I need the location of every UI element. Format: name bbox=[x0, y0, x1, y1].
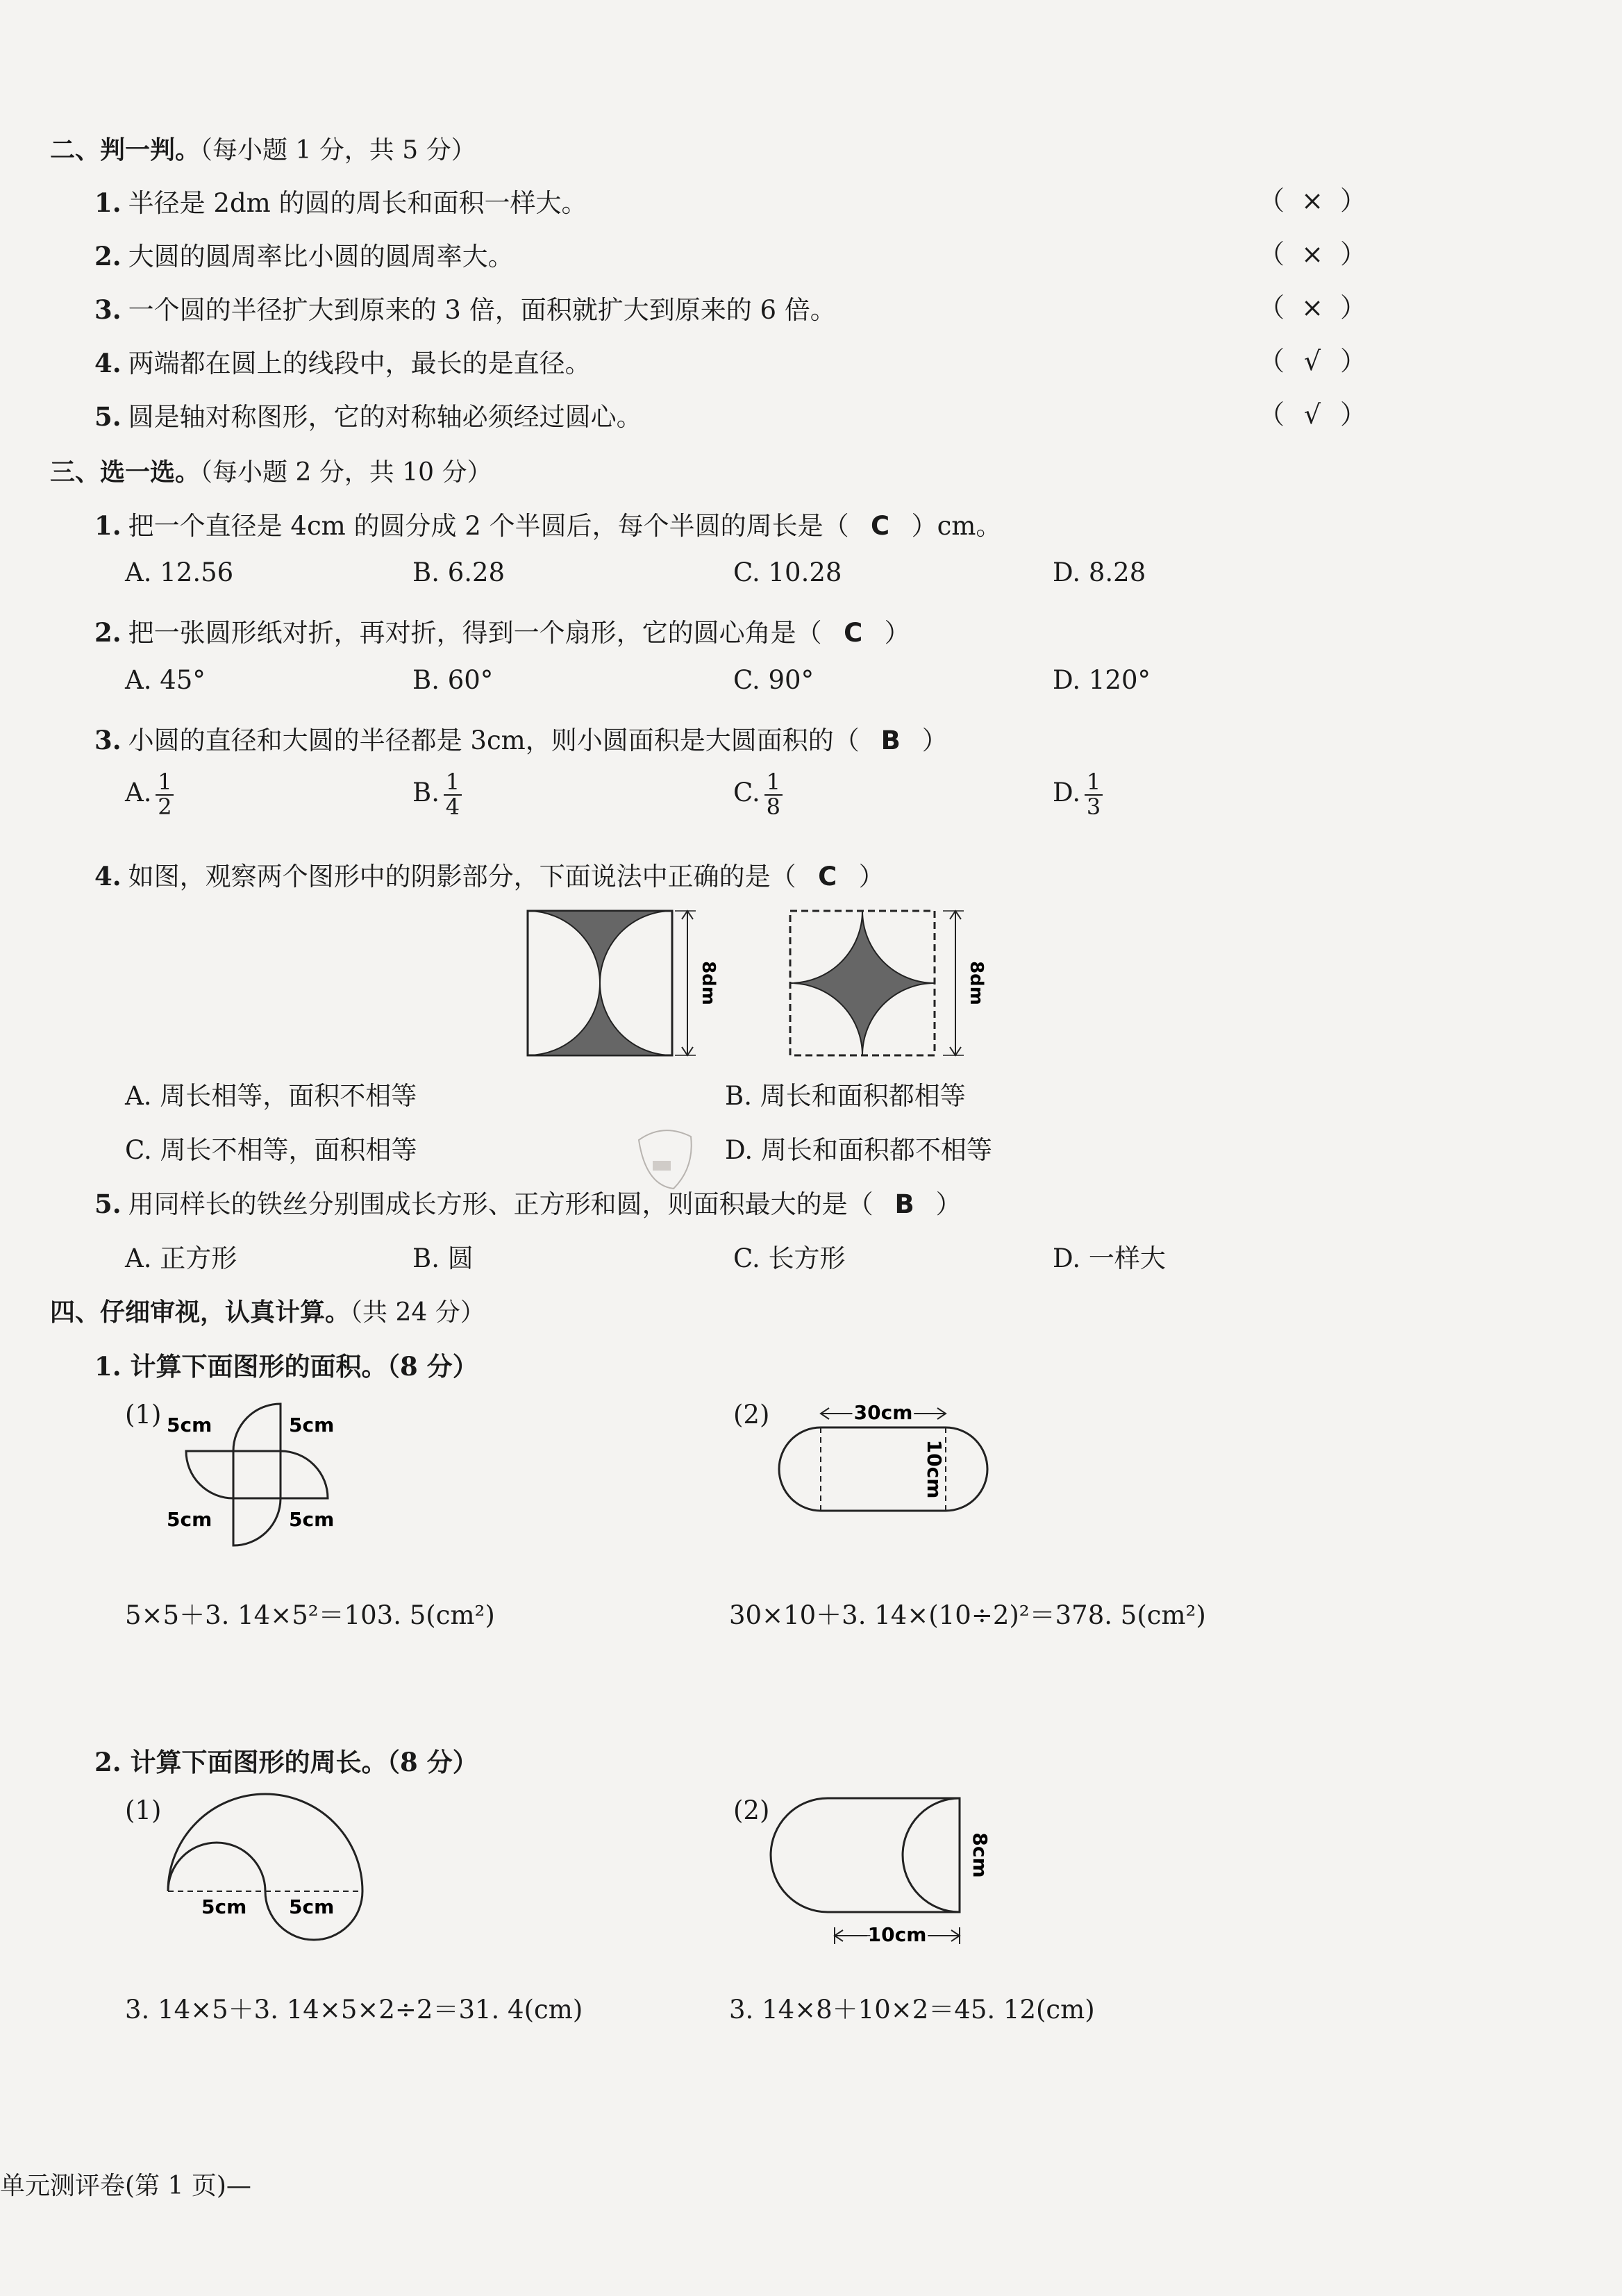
section-judge-note: （每小题 1 分，共 5 分） bbox=[200, 136, 476, 165]
judge-answer-4 bbox=[1258, 340, 1366, 378]
item-text: 圆是轴对称图形，它的对称轴必须经过圆心。 bbox=[128, 402, 642, 432]
shaded-region bbox=[528, 911, 672, 1055]
option-label: B. bbox=[412, 778, 440, 808]
paren-open: （ bbox=[1258, 346, 1285, 376]
question-tail: ）cm。 bbox=[911, 511, 1002, 541]
paren-open: （ bbox=[1258, 185, 1285, 216]
q1-option-d: D. 8.28 bbox=[1053, 558, 1146, 587]
section-judge-heading: 二、判一判。 bbox=[50, 135, 201, 165]
answer-letter: C bbox=[844, 618, 863, 648]
q3-option-a bbox=[125, 771, 174, 819]
choose-question-1 bbox=[94, 505, 1001, 542]
spiral-figure bbox=[160, 1777, 382, 1944]
question-text: 小圆的直径和大圆的半径都是 3cm，则小圆面积是大圆面积的（ bbox=[128, 726, 860, 755]
question-text: 用同样长的铁丝分别围成长方形、正方形和圆，则面积最大的是（ bbox=[128, 1189, 873, 1219]
q3-option-c bbox=[733, 771, 783, 819]
question-tail: ） bbox=[935, 1189, 962, 1219]
q4-option-c: C. 周长不相等，面积相等 bbox=[125, 1135, 417, 1165]
perimeter-p1-label: (1) bbox=[125, 1795, 162, 1825]
page-footer: 单元测评卷(第 1 页)— bbox=[0, 2172, 251, 2200]
q2-option-c: C. 90° bbox=[733, 665, 814, 695]
paren-close: ） bbox=[1340, 292, 1367, 323]
stamp-outline bbox=[639, 1130, 692, 1189]
paren-open: （ bbox=[1258, 399, 1285, 430]
question-number: 4. bbox=[94, 861, 122, 891]
item-number: 4. bbox=[94, 348, 122, 378]
dim-label-left: 5cm bbox=[201, 1895, 247, 1918]
q1-option-b: B. 6.28 bbox=[412, 558, 505, 587]
judge-item-5 bbox=[94, 396, 642, 433]
fraction bbox=[156, 771, 174, 819]
choose-question-4 bbox=[94, 855, 885, 893]
judge-answer-2 bbox=[1258, 233, 1366, 271]
item-text: 一个圆的半径扩大到原来的 3 倍，面积就扩大到原来的 6 倍。 bbox=[128, 295, 836, 325]
q2-option-b: B. 60° bbox=[412, 665, 494, 695]
stadium-figure bbox=[764, 1396, 1014, 1534]
paren-close: ） bbox=[1340, 346, 1367, 376]
question-text: 把一张圆形纸对折，再对折，得到一个扇形，它的圆心角是（ bbox=[128, 618, 822, 648]
choose-question-2 bbox=[94, 612, 910, 649]
q3-option-b bbox=[412, 771, 462, 819]
area-p1-solution: 5×5＋3. 14×5²＝103. 5(cm²) bbox=[125, 1600, 495, 1630]
quarter-circle-right bbox=[281, 1451, 328, 1498]
answer-mark: √ bbox=[1303, 346, 1321, 376]
fraction bbox=[1085, 771, 1103, 819]
answer-letter: C bbox=[871, 511, 890, 541]
numerator: 1 bbox=[445, 769, 460, 795]
q4-figure-right bbox=[783, 903, 992, 1069]
q2-option-d: D. 120° bbox=[1053, 665, 1151, 695]
option-label: A. bbox=[125, 778, 152, 808]
q4-figure-left bbox=[521, 903, 729, 1069]
paren-close: ） bbox=[1340, 239, 1367, 269]
stadium-outline bbox=[779, 1427, 987, 1511]
judge-item-2 bbox=[94, 235, 514, 273]
area-p2-solution: 30×10＋3. 14×(10÷2)²＝378. 5(cm²) bbox=[729, 1600, 1206, 1630]
item-text: 两端都在圆上的线段中，最长的是直径。 bbox=[128, 349, 591, 378]
question-text: 把一个直径是 4cm 的圆分成 2 个半圆后，每个半圆的周长是（ bbox=[128, 511, 849, 541]
q5-option-c: C. 长方形 bbox=[733, 1243, 846, 1273]
judge-answer-3 bbox=[1258, 286, 1366, 324]
question-tail: ） bbox=[884, 618, 910, 648]
stamp-block bbox=[653, 1161, 671, 1171]
quarter-circle-bottom bbox=[233, 1498, 281, 1545]
q4-option-d: D. 周长和面积都不相等 bbox=[725, 1135, 992, 1165]
item-number: 5. bbox=[94, 401, 122, 432]
answer-letter: C bbox=[818, 862, 837, 891]
q5-option-b: B. 圆 bbox=[412, 1243, 474, 1273]
question-number: 3. bbox=[94, 725, 122, 755]
q5-option-a: A. 正方形 bbox=[125, 1243, 237, 1273]
question-number: 2. bbox=[94, 617, 122, 648]
q4-option-a: A. 周长相等，面积不相等 bbox=[125, 1081, 417, 1111]
option-label: C. bbox=[733, 778, 760, 808]
judge-answer-5 bbox=[1258, 393, 1366, 431]
denominator: 4 bbox=[445, 793, 460, 820]
item-text: 半径是 2dm 的圆的周长和面积一样大。 bbox=[128, 188, 587, 218]
denominator: 2 bbox=[158, 793, 172, 820]
answer-mark: × bbox=[1301, 185, 1323, 216]
width-label: 30cm bbox=[853, 1401, 913, 1424]
area-subtitle: 1. 计算下面图形的面积。（8 分） bbox=[94, 1351, 478, 1382]
item-number: 1. bbox=[94, 187, 122, 218]
judge-answer-1 bbox=[1258, 179, 1366, 217]
q1-option-a: A. 12.56 bbox=[125, 558, 234, 587]
perimeter-p2-label: (2) bbox=[733, 1795, 770, 1825]
choose-question-5 bbox=[94, 1183, 962, 1221]
question-number: 1. bbox=[94, 510, 122, 541]
fraction bbox=[444, 771, 462, 819]
paren-open: （ bbox=[1258, 239, 1285, 269]
dim-label-bottom-right: 5cm bbox=[289, 1508, 335, 1531]
q1-option-c: C. 10.28 bbox=[733, 558, 842, 587]
question-number: 5. bbox=[94, 1189, 122, 1219]
pinwheel-figure bbox=[164, 1396, 372, 1555]
q2-option-a: A. 45° bbox=[125, 665, 206, 695]
answer-mark: √ bbox=[1303, 399, 1321, 430]
section-judge-title bbox=[50, 131, 476, 166]
answer-letter: B bbox=[894, 1189, 914, 1219]
quarter-circle-top bbox=[233, 1404, 281, 1451]
paren-close: ） bbox=[1340, 399, 1367, 430]
dim-label-bottom-left: 5cm bbox=[167, 1508, 212, 1531]
dim-label-top-left: 5cm bbox=[167, 1414, 212, 1436]
numerator: 1 bbox=[158, 769, 172, 795]
q3-option-d bbox=[1053, 771, 1103, 819]
answer-letter: B bbox=[880, 726, 901, 755]
judge-item-4 bbox=[94, 342, 591, 380]
numerator: 1 bbox=[766, 769, 780, 795]
answer-mark: × bbox=[1301, 292, 1323, 323]
area-p1-label: (1) bbox=[125, 1400, 162, 1430]
quarter-circle-left bbox=[186, 1451, 233, 1498]
arched-figure bbox=[764, 1791, 1014, 1958]
denominator: 3 bbox=[1086, 793, 1101, 820]
area-p2-label: (2) bbox=[733, 1400, 770, 1430]
dim-label-top-right: 5cm bbox=[289, 1414, 335, 1436]
paren-close: ） bbox=[1340, 185, 1367, 216]
outer-outline bbox=[771, 1798, 960, 1912]
dim-label-right: 5cm bbox=[289, 1895, 335, 1918]
upper-small-semicircle bbox=[168, 1843, 265, 1891]
judge-item-1 bbox=[94, 182, 587, 219]
item-number: 3. bbox=[94, 294, 122, 325]
center-square bbox=[233, 1451, 281, 1498]
question-text: 如图，观察两个图形中的阴影部分，下面说法中正确的是（ bbox=[128, 862, 796, 891]
item-text: 大圆的圆周率比小圆的圆周率大。 bbox=[128, 242, 514, 271]
shaded-star bbox=[790, 911, 935, 1055]
section-calc-note: （共 24 分） bbox=[350, 1298, 485, 1327]
fraction bbox=[764, 771, 783, 819]
section-choose-heading: 三、选一选。 bbox=[50, 458, 201, 487]
judge-item-3 bbox=[94, 289, 836, 326]
height-label: 10cm bbox=[923, 1439, 946, 1499]
perimeter-p1-solution: 3. 14×5＋3. 14×5×2÷2＝31. 4(cm) bbox=[125, 1995, 583, 2025]
large-semicircle bbox=[168, 1794, 362, 1891]
width-label: 10cm bbox=[867, 1923, 927, 1946]
section-choose-note: （每小题 2 分，共 10 分） bbox=[200, 458, 492, 487]
section-choose-title bbox=[50, 453, 492, 488]
item-number: 2. bbox=[94, 241, 122, 271]
dimension-label: 8dm bbox=[698, 961, 719, 1005]
section-calc-title bbox=[50, 1293, 485, 1328]
question-tail: ） bbox=[858, 862, 885, 891]
paren-open: （ bbox=[1258, 292, 1285, 323]
section-calc-heading: 四、仔细审视，认真计算。 bbox=[50, 1298, 351, 1327]
option-label: D. bbox=[1053, 778, 1081, 808]
perimeter-p2-solution: 3. 14×8＋10×2＝45. 12(cm) bbox=[729, 1995, 1095, 2025]
question-tail: ） bbox=[921, 726, 948, 755]
dimension-label: 8dm bbox=[966, 961, 987, 1005]
height-label: 8cm bbox=[969, 1832, 992, 1878]
answer-mark: × bbox=[1301, 239, 1323, 269]
q5-option-d: D. 一样大 bbox=[1053, 1243, 1166, 1273]
inner-semicircle bbox=[903, 1798, 960, 1912]
choose-question-3 bbox=[94, 719, 948, 757]
denominator: 8 bbox=[766, 793, 780, 820]
perimeter-subtitle: 2. 计算下面图形的周长。（8 分） bbox=[94, 1747, 478, 1777]
numerator: 1 bbox=[1086, 769, 1101, 795]
q4-option-b: B. 周长和面积都相等 bbox=[725, 1081, 966, 1111]
